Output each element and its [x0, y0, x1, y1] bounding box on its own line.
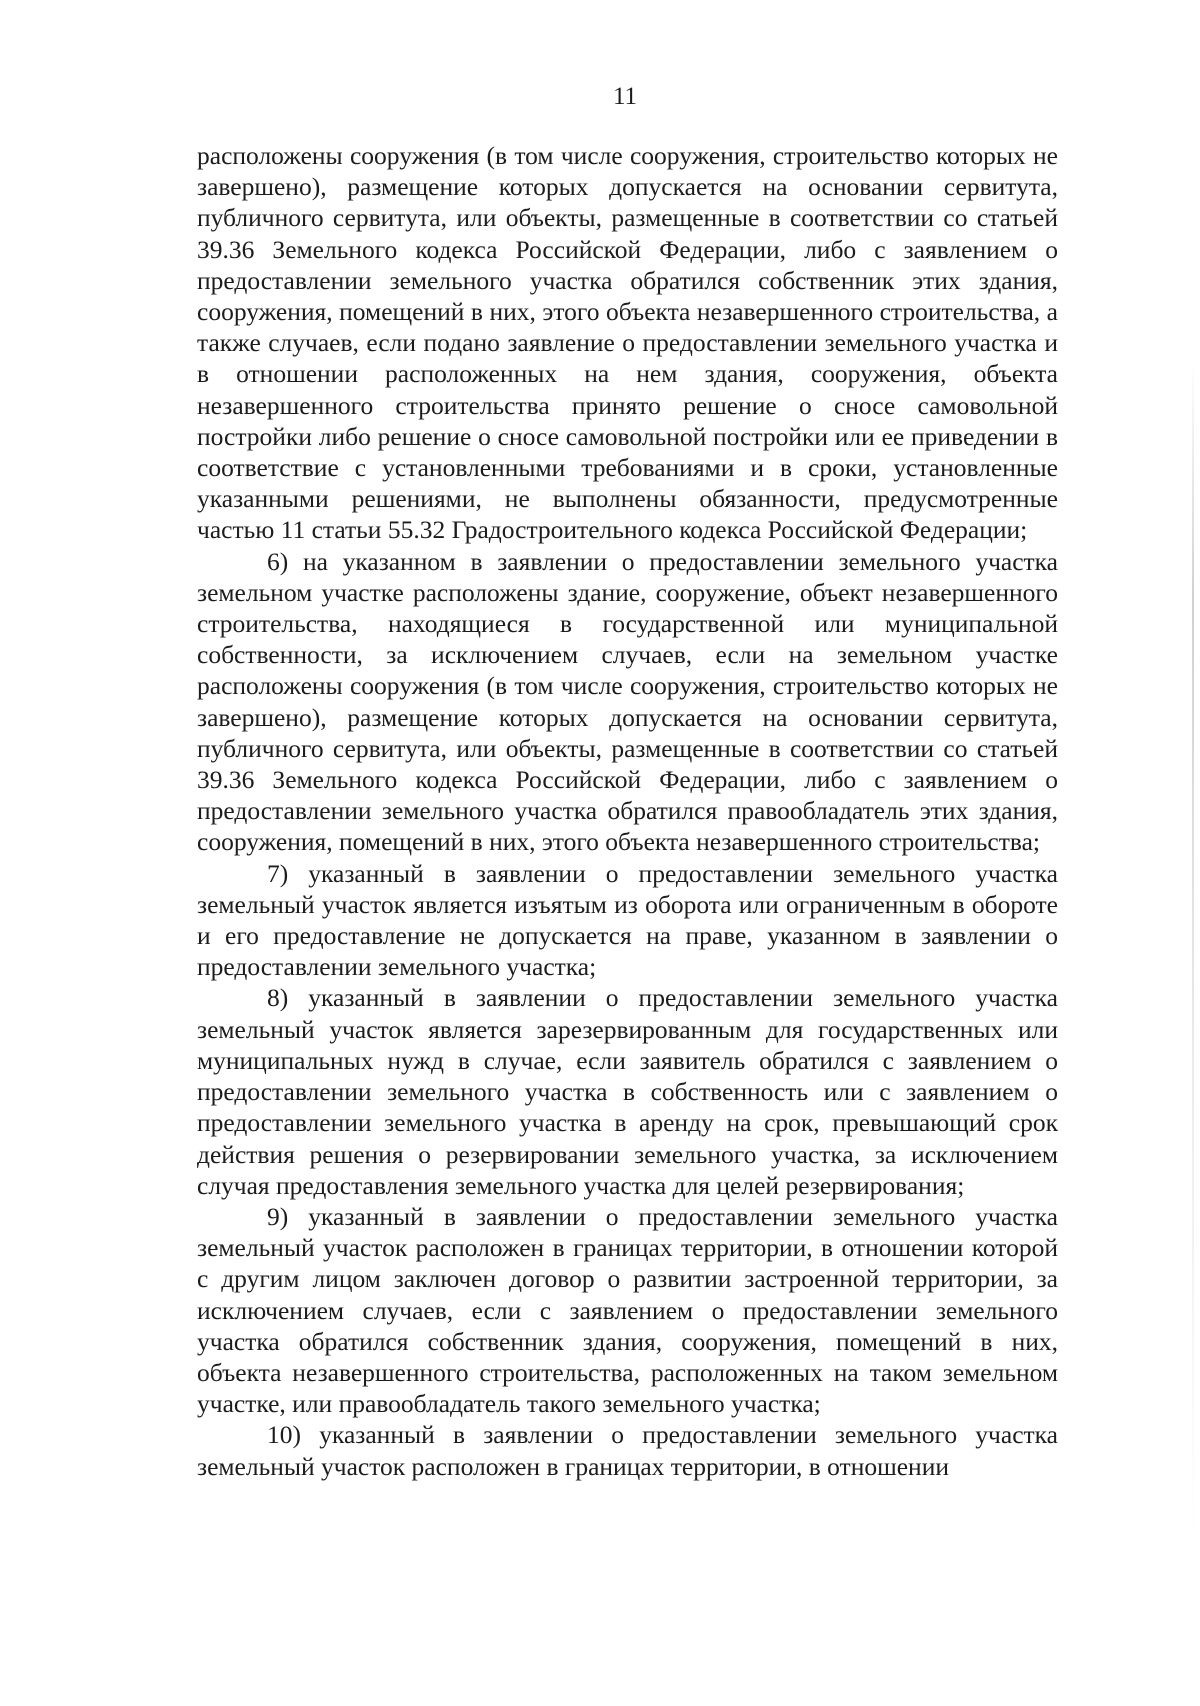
- page-number: 11: [612, 83, 638, 110]
- paragraph-item-10: 10) указанный в заявлении о предоставлении земельного участка земельный участок расположен в границах территории, в отношении: [197, 1420, 1058, 1481]
- paragraph-item-8: 8) указанный в заявлении о предоставлении земельного участка земельный участок является зарезервированным для государственных или муниципальных нужд в случае, если заявитель обратился с заявлением о предоставлении земельного участка в собственность или с заявлением о предоставлении земельного участка в аренду на срок, превышающий срок действия решения о резервировании земельного участка, за исключением случая предоставления земельного участка для целей резервирования;: [197, 983, 1058, 1200]
- document-body: [197, 140, 1058, 1482]
- paragraph-item-6: 6) на указанном в заявлении о предоставлении земельного участка земельном участке расположены здание, сооружение, объект незавершенного строительства, находящиеся в государственной или муниципальной собственности, за исключением случаев, если на земельном участке расположены сооружения (в том числе сооружения, строительство которых не завершено), размещение которых допускается на основании сервитута, публичного сервитута, или объекты, размещенные в соответствии со статьей 39.36 Земельного кодекса Российской Федерации, либо с заявлением о предоставлении земельного участка обратился правообладатель этих здания, сооружения, помещений в них, этого объекта незавершенного строительства;: [197, 546, 1058, 857]
- paragraph-item-7: 7) указанный в заявлении о предоставлении земельного участка земельный участок является изъятым из оборота или ограниченным в обороте и его предоставление не допускается на праве, указанном в заявлении о предоставлении земельного участка;: [197, 858, 1058, 982]
- paragraph-item-9: 9) указанный в заявлении о предоставлении земельного участка земельный участок расположен в границах территории, в отношении которой с другим лицом заключен договор о развитии застроенной территории, за исключением случаев, если с заявлением о предоставлении земельного участка обратился собственник здания, сооружения, помещений в них, объекта незавершенного строительства, расположенных на таком земельном участке, или правообладатель такого земельного участка;: [197, 1201, 1058, 1419]
- paragraph-continuation: расположены сооружения (в том числе сооружения, строительство которых не завершено), размещение которых допускается на основании сервитута, публичного сервитута, или объекты, размещенные в соответствии со статьей 39.36 Земельного кодекса Российской Федерации, либо с заявлением о предоставлении земельного участка обратился собственник этих здания, сооружения, помещений в них, этого объекта незавершенного строительства, а также случаев, если подано заявление о предоставлении земельного участка и в отношении расположенных на нем здания, сооружения, объекта незавершенного строительства принято решение о сносе самовольной постройки либо решение о сносе самовольной постройки или ее приведении в соответствие с установленными требованиями и в сроки, установленные указанными решениями, не выполнены обязанности, предусмотренные частью 11 статьи 55.32 Градостроительного кодекса Российской Федерации;: [197, 141, 1058, 545]
- scan-edge-shadow: [1192, 360, 1194, 1540]
